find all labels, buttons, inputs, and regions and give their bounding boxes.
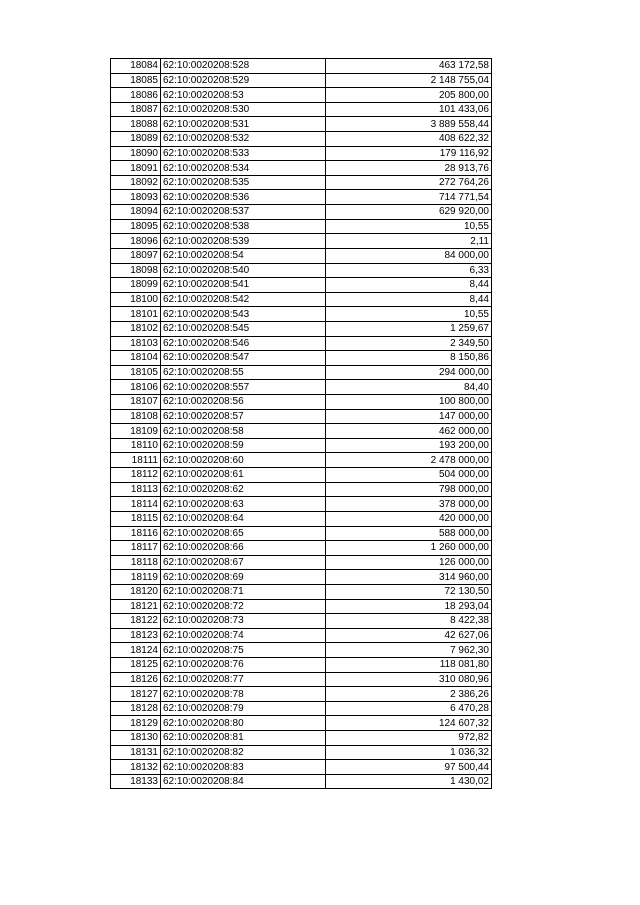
table-row <box>111 424 492 439</box>
cadastral-value-cell: 205 800,00 <box>326 88 492 103</box>
cadastral-value-cell: 588 000,00 <box>326 526 492 541</box>
row-number-cell: 18116 <box>111 526 161 541</box>
table-row <box>111 132 492 147</box>
table-row <box>111 161 492 176</box>
cadastral-number-cell: 62:10:0020208:75 <box>161 643 326 658</box>
cadastral-number-cell: 62:10:0020208:58 <box>161 424 326 439</box>
cadastral-value-cell: 378 000,00 <box>326 497 492 512</box>
row-number-cell: 18115 <box>111 511 161 526</box>
row-number-cell: 18113 <box>111 482 161 497</box>
cadastral-number-cell: 62:10:0020208:71 <box>161 584 326 599</box>
cadastral-value-cell: 294 000,00 <box>326 365 492 380</box>
row-number-cell: 18118 <box>111 555 161 570</box>
cadastral-value-cell: 72 130,50 <box>326 584 492 599</box>
table-row <box>111 701 492 716</box>
cadastral-number-cell: 62:10:0020208:72 <box>161 599 326 614</box>
row-number-cell: 18111 <box>111 453 161 468</box>
row-number-cell: 18109 <box>111 424 161 439</box>
table-row <box>111 526 492 541</box>
cadastral-number-cell: 62:10:0020208:60 <box>161 453 326 468</box>
cadastral-number-cell: 62:10:0020208:546 <box>161 336 326 351</box>
cadastral-value-cell: 84 000,00 <box>326 248 492 263</box>
cadastral-number-cell: 62:10:0020208:534 <box>161 161 326 176</box>
table-row <box>111 380 492 395</box>
cadastral-number-cell: 62:10:0020208:62 <box>161 482 326 497</box>
cadastral-value-cell: 629 920,00 <box>326 205 492 220</box>
cadastral-number-cell: 62:10:0020208:67 <box>161 555 326 570</box>
row-number-cell: 18130 <box>111 731 161 746</box>
row-number-cell: 18099 <box>111 278 161 293</box>
cadastral-value-cell: 314 960,00 <box>326 570 492 585</box>
cadastral-value-cell: 2,11 <box>326 234 492 249</box>
table-row <box>111 219 492 234</box>
cadastral-number-cell: 62:10:0020208:79 <box>161 701 326 716</box>
cadastral-value-cell: 42 627,06 <box>326 628 492 643</box>
row-number-cell: 18132 <box>111 760 161 775</box>
table-row <box>111 248 492 263</box>
table-row <box>111 657 492 672</box>
table-row <box>111 205 492 220</box>
row-number-cell: 18128 <box>111 701 161 716</box>
table-row <box>111 438 492 453</box>
cadastral-value-cell: 714 771,54 <box>326 190 492 205</box>
cadastral-number-cell: 62:10:0020208:56 <box>161 395 326 410</box>
row-number-cell: 18120 <box>111 584 161 599</box>
cadastral-number-cell: 62:10:0020208:55 <box>161 365 326 380</box>
table-row <box>111 731 492 746</box>
row-number-cell: 18108 <box>111 409 161 424</box>
row-number-cell: 18126 <box>111 672 161 687</box>
row-number-cell: 18131 <box>111 745 161 760</box>
row-number-cell: 18112 <box>111 468 161 483</box>
cadastral-value-cell: 420 000,00 <box>326 511 492 526</box>
cadastral-number-cell: 62:10:0020208:61 <box>161 468 326 483</box>
cadastral-number-cell: 62:10:0020208:533 <box>161 146 326 161</box>
cadastral-number-cell: 62:10:0020208:539 <box>161 234 326 249</box>
row-number-cell: 18086 <box>111 88 161 103</box>
cadastral-value-cell: 1 430,02 <box>326 774 492 789</box>
cadastral-value-cell: 463 172,58 <box>326 59 492 74</box>
table-row <box>111 190 492 205</box>
row-number-cell: 18106 <box>111 380 161 395</box>
table-row <box>111 468 492 483</box>
row-number-cell: 18110 <box>111 438 161 453</box>
cadastral-value-cell: 100 800,00 <box>326 395 492 410</box>
cadastral-number-cell: 62:10:0020208:59 <box>161 438 326 453</box>
cadastral-number-cell: 62:10:0020208:547 <box>161 351 326 366</box>
cadastral-number-cell: 62:10:0020208:557 <box>161 380 326 395</box>
table-row <box>111 395 492 410</box>
cadastral-number-cell: 62:10:0020208:529 <box>161 73 326 88</box>
table-row <box>111 774 492 789</box>
cadastral-number-cell: 62:10:0020208:530 <box>161 102 326 117</box>
row-number-cell: 18102 <box>111 321 161 336</box>
cadastral-number-cell: 62:10:0020208:64 <box>161 511 326 526</box>
cadastral-value-cell: 3 889 558,44 <box>326 117 492 132</box>
cadastral-value-cell: 126 000,00 <box>326 555 492 570</box>
table-body <box>111 59 492 789</box>
cadastral-number-cell: 62:10:0020208:65 <box>161 526 326 541</box>
cadastral-number-cell: 62:10:0020208:76 <box>161 657 326 672</box>
row-number-cell: 18129 <box>111 716 161 731</box>
cadastral-number-cell: 62:10:0020208:69 <box>161 570 326 585</box>
cadastral-number-cell: 62:10:0020208:77 <box>161 672 326 687</box>
cadastral-value-cell: 8,44 <box>326 292 492 307</box>
table-row <box>111 716 492 731</box>
row-number-cell: 18104 <box>111 351 161 366</box>
cadastral-value-cell: 18 293,04 <box>326 599 492 614</box>
cadastral-value-cell: 504 000,00 <box>326 468 492 483</box>
cadastral-number-cell: 62:10:0020208:54 <box>161 248 326 263</box>
cadastral-value-cell: 84,40 <box>326 380 492 395</box>
cadastral-number-cell: 62:10:0020208:537 <box>161 205 326 220</box>
row-number-cell: 18122 <box>111 614 161 629</box>
cadastral-value-cell: 8 422,38 <box>326 614 492 629</box>
cadastral-value-cell: 972,82 <box>326 731 492 746</box>
row-number-cell: 18121 <box>111 599 161 614</box>
table-row <box>111 307 492 322</box>
cadastral-value-cell: 8 150,86 <box>326 351 492 366</box>
table-row <box>111 453 492 468</box>
cadastral-number-cell: 62:10:0020208:57 <box>161 409 326 424</box>
cadastral-value-cell: 118 081,80 <box>326 657 492 672</box>
cadastral-number-cell: 62:10:0020208:542 <box>161 292 326 307</box>
row-number-cell: 18125 <box>111 657 161 672</box>
row-number-cell: 18127 <box>111 687 161 702</box>
table-row <box>111 599 492 614</box>
table-row <box>111 760 492 775</box>
cadastral-value-cell: 7 962,30 <box>326 643 492 658</box>
cadastral-value-cell: 408 622,32 <box>326 132 492 147</box>
cadastral-number-cell: 62:10:0020208:73 <box>161 614 326 629</box>
row-number-cell: 18089 <box>111 132 161 147</box>
table-row <box>111 321 492 336</box>
cadastral-value-cell: 6 470,28 <box>326 701 492 716</box>
row-number-cell: 18117 <box>111 541 161 556</box>
row-number-cell: 18124 <box>111 643 161 658</box>
table-row <box>111 584 492 599</box>
table-row <box>111 628 492 643</box>
cadastral-value-cell: 28 913,76 <box>326 161 492 176</box>
row-number-cell: 18114 <box>111 497 161 512</box>
row-number-cell: 18123 <box>111 628 161 643</box>
table-row <box>111 146 492 161</box>
cadastral-number-cell: 62:10:0020208:82 <box>161 745 326 760</box>
row-number-cell: 18100 <box>111 292 161 307</box>
row-number-cell: 18095 <box>111 219 161 234</box>
table-row <box>111 365 492 380</box>
row-number-cell: 18084 <box>111 59 161 74</box>
cadastral-number-cell: 62:10:0020208:63 <box>161 497 326 512</box>
cadastral-number-cell: 62:10:0020208:66 <box>161 541 326 556</box>
cadastral-value-cell: 2 386,26 <box>326 687 492 702</box>
cadastral-value-cell: 10,55 <box>326 219 492 234</box>
table-row <box>111 409 492 424</box>
table-row <box>111 745 492 760</box>
cadastral-number-cell: 62:10:0020208:53 <box>161 88 326 103</box>
row-number-cell: 18087 <box>111 102 161 117</box>
row-number-cell: 18101 <box>111 307 161 322</box>
cadastral-number-cell: 62:10:0020208:536 <box>161 190 326 205</box>
table-row <box>111 73 492 88</box>
table-row <box>111 59 492 74</box>
table-row <box>111 541 492 556</box>
table-row <box>111 102 492 117</box>
cadastral-number-cell: 62:10:0020208:545 <box>161 321 326 336</box>
table-row <box>111 351 492 366</box>
cadastral-number-cell: 62:10:0020208:78 <box>161 687 326 702</box>
cadastral-value-cell: 1 260 000,00 <box>326 541 492 556</box>
table-row <box>111 614 492 629</box>
cadastral-value-cell: 798 000,00 <box>326 482 492 497</box>
table-row <box>111 687 492 702</box>
cadastral-value-cell: 124 607,32 <box>326 716 492 731</box>
row-number-cell: 18119 <box>111 570 161 585</box>
cadastral-value-table <box>110 58 492 789</box>
cadastral-number-cell: 62:10:0020208:543 <box>161 307 326 322</box>
cadastral-value-cell: 6,33 <box>326 263 492 278</box>
cadastral-value-cell: 2 148 755,04 <box>326 73 492 88</box>
table-row <box>111 234 492 249</box>
row-number-cell: 18093 <box>111 190 161 205</box>
cadastral-number-cell: 62:10:0020208:535 <box>161 175 326 190</box>
row-number-cell: 18091 <box>111 161 161 176</box>
table-row <box>111 570 492 585</box>
cadastral-value-cell: 310 080,96 <box>326 672 492 687</box>
row-number-cell: 18098 <box>111 263 161 278</box>
cadastral-value-cell: 462 000,00 <box>326 424 492 439</box>
table-row <box>111 482 492 497</box>
row-number-cell: 18107 <box>111 395 161 410</box>
row-number-cell: 18103 <box>111 336 161 351</box>
cadastral-number-cell: 62:10:0020208:531 <box>161 117 326 132</box>
cadastral-number-cell: 62:10:0020208:74 <box>161 628 326 643</box>
cadastral-value-cell: 101 433,06 <box>326 102 492 117</box>
cadastral-value-cell: 147 000,00 <box>326 409 492 424</box>
cadastral-value-cell: 8,44 <box>326 278 492 293</box>
table-row <box>111 555 492 570</box>
table-row <box>111 511 492 526</box>
table-row <box>111 175 492 190</box>
table-row <box>111 117 492 132</box>
cadastral-number-cell: 62:10:0020208:84 <box>161 774 326 789</box>
table-row <box>111 263 492 278</box>
cadastral-number-cell: 62:10:0020208:80 <box>161 716 326 731</box>
row-number-cell: 18097 <box>111 248 161 263</box>
table-row <box>111 643 492 658</box>
cadastral-number-cell: 62:10:0020208:538 <box>161 219 326 234</box>
table-row <box>111 497 492 512</box>
cadastral-value-cell: 2 478 000,00 <box>326 453 492 468</box>
table-row <box>111 278 492 293</box>
cadastral-value-cell: 1 259,67 <box>326 321 492 336</box>
row-number-cell: 18090 <box>111 146 161 161</box>
cadastral-number-cell: 62:10:0020208:540 <box>161 263 326 278</box>
table-row <box>111 336 492 351</box>
cadastral-number-cell: 62:10:0020208:81 <box>161 731 326 746</box>
table-row <box>111 88 492 103</box>
cadastral-value-cell: 1 036,32 <box>326 745 492 760</box>
row-number-cell: 18096 <box>111 234 161 249</box>
cadastral-value-cell: 2 349,50 <box>326 336 492 351</box>
row-number-cell: 18088 <box>111 117 161 132</box>
cadastral-value-cell: 179 116,92 <box>326 146 492 161</box>
row-number-cell: 18105 <box>111 365 161 380</box>
cadastral-number-cell: 62:10:0020208:83 <box>161 760 326 775</box>
cadastral-value-cell: 97 500,44 <box>326 760 492 775</box>
cadastral-number-cell: 62:10:0020208:541 <box>161 278 326 293</box>
cadastral-number-cell: 62:10:0020208:528 <box>161 59 326 74</box>
cadastral-value-cell: 272 764,26 <box>326 175 492 190</box>
cadastral-value-cell: 10,55 <box>326 307 492 322</box>
row-number-cell: 18094 <box>111 205 161 220</box>
row-number-cell: 18085 <box>111 73 161 88</box>
row-number-cell: 18092 <box>111 175 161 190</box>
table-row <box>111 672 492 687</box>
cadastral-value-cell: 193 200,00 <box>326 438 492 453</box>
table-row <box>111 292 492 307</box>
row-number-cell: 18133 <box>111 774 161 789</box>
cadastral-number-cell: 62:10:0020208:532 <box>161 132 326 147</box>
